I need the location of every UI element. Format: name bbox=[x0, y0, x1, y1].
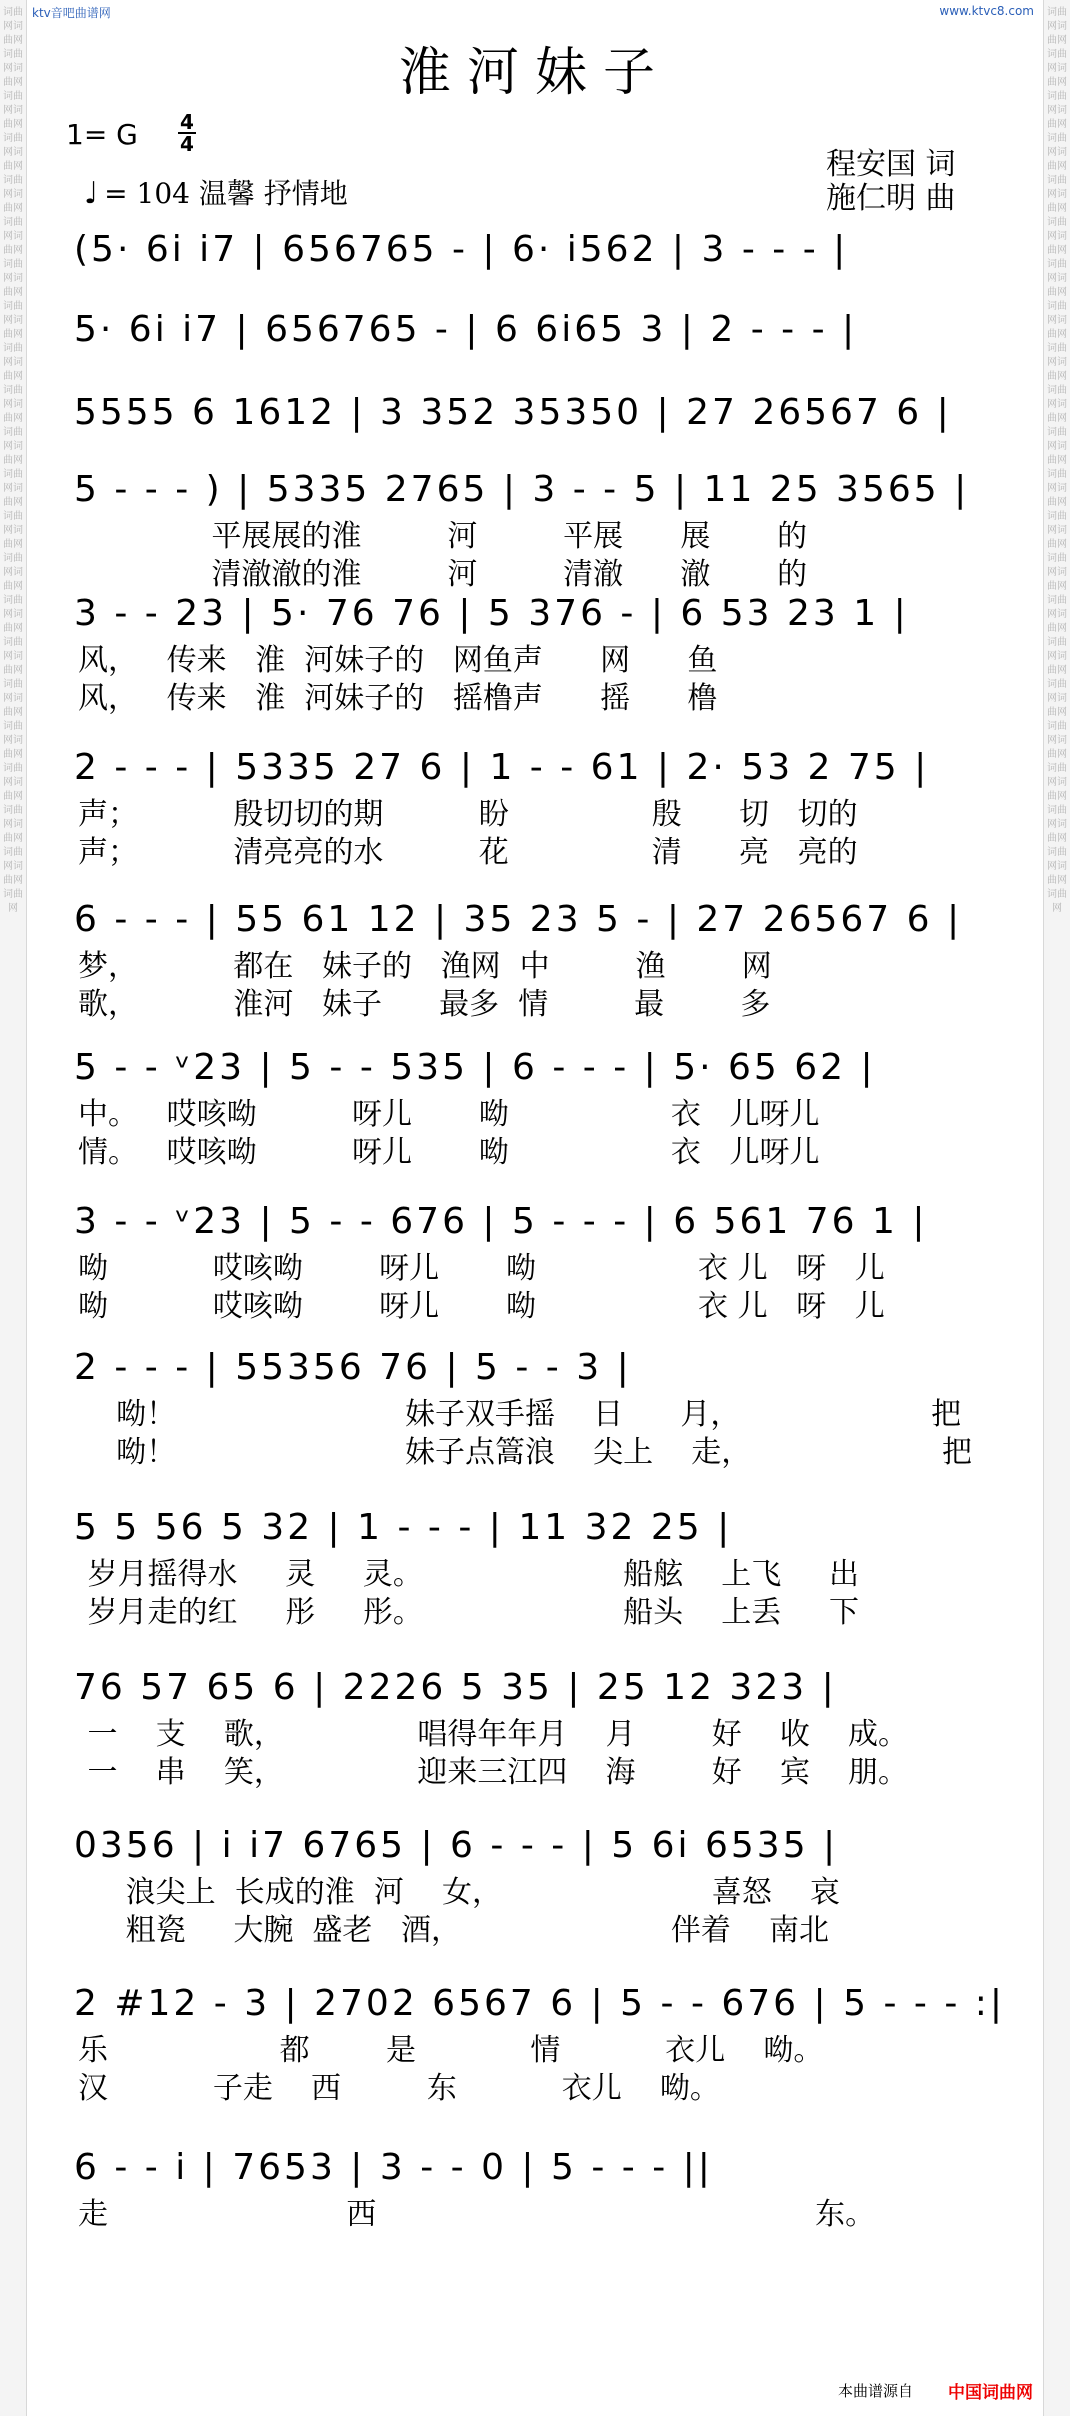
side-watermark-text: 词曲网词曲网词曲网词曲网词曲网词曲网词曲网词曲网词曲网词曲网词曲网词曲网词曲网词曲网词曲网词曲网词曲网词曲网词曲网词曲网词曲网词曲网词曲网词曲网词曲网词曲网词曲网词曲网词曲网词曲网词曲网词曲网词曲网词曲网词曲网词曲网词曲网词曲网词曲网词曲网词曲网词曲网词曲网 bbox=[1047, 7, 1067, 914]
time-signature bbox=[178, 112, 196, 154]
notation-line: 0356 | i i7 6765 | 6 - - - | 5 6i 6535 | bbox=[74, 1825, 839, 1866]
tempo-marking bbox=[84, 172, 348, 212]
lyric-line: 平展展的淮 河 平展 展 的 bbox=[78, 519, 808, 554]
notation-line: 6 - - - | 55 61 12 | 35 23 5 - | 27 26567 6 | bbox=[74, 899, 963, 940]
lyric-line: 情。 哎咳呦 呀儿 呦 衣 儿呀儿 bbox=[78, 1135, 820, 1170]
footer-brand[interactable]: 中国词曲网 bbox=[948, 2383, 1033, 2403]
time-signature-top: 4 bbox=[180, 110, 194, 134]
side-watermark-text: 词曲网词曲网词曲网词曲网词曲网词曲网词曲网词曲网词曲网词曲网词曲网词曲网词曲网词曲网词曲网词曲网词曲网词曲网词曲网词曲网词曲网词曲网词曲网词曲网词曲网词曲网词曲网词曲网词曲网词曲网词曲网词曲网词曲网词曲网词曲网词曲网词曲网词曲网词曲网词曲网词曲网词曲网词曲网 bbox=[3, 7, 23, 914]
lyric-line: 声； 殷切切的期 盼 殷 切 切的 bbox=[78, 797, 858, 832]
lyric-line: 风， 传来 淮 河妹子的 网鱼声 网 鱼 bbox=[78, 643, 718, 678]
notation-line: (5· 6i i7 | 656765 - | 6· i562 | 3 - - - | bbox=[74, 229, 849, 270]
notation-line: 2 - - - | 55356 76 | 5 - - 3 | bbox=[74, 1347, 632, 1388]
lyric-line: 走 西 东。 bbox=[78, 2197, 876, 2232]
lyric-line: 呦！ 妹子双手摇 日 月， 把 bbox=[78, 1397, 962, 1432]
staff-row bbox=[74, 1818, 1014, 1950]
lyric-line: 岁月摇得水 灵 灵。 船舷 上飞 出 bbox=[78, 1557, 859, 1592]
lyric-line: 中。 哎咳呦 呀儿 呦 衣 儿呀儿 bbox=[78, 1097, 820, 1132]
composer: 施仁明 曲 bbox=[826, 181, 956, 216]
lyric-line: 汉 子走 西 东 衣儿 呦。 bbox=[78, 2071, 720, 2106]
staff-row bbox=[74, 740, 1014, 872]
lyric-line: 一 串 笑， 迎来三江四 海 好 宾 朋。 bbox=[78, 1755, 909, 1790]
lyric-line: 风， 传来 淮 河妹子的 摇橹声 摇 橹 bbox=[78, 681, 718, 716]
staff-row bbox=[74, 1500, 1014, 1632]
notation-line: 2 - - - | 5335 27 6 | 1 - - 61 | 2· 53 2 75 | bbox=[74, 747, 930, 788]
staff-row bbox=[74, 1040, 1014, 1172]
lyric-line: 呦 哎咳呦 呀儿 呦 衣 儿 呀 儿 bbox=[78, 1251, 885, 1286]
lyric-line: 声； 清亮亮的水 花 清 亮 亮的 bbox=[78, 835, 858, 870]
staff-row bbox=[74, 385, 1014, 441]
notation-line: 2 #12 - 3 | 2702 6567 6 | 5 - - 676 | 5 - - - :| bbox=[74, 1983, 1006, 2024]
notation-line: 5 - - - ) | 5335 2765 | 3 - - 5 | 11 25 3565 | bbox=[74, 469, 970, 510]
lyric-line: 呦 哎咳呦 呀儿 呦 衣 儿 呀 儿 bbox=[78, 1289, 885, 1324]
lyric-line: 一 支 歌， 唱得年年月 月 好 收 成。 bbox=[78, 1717, 909, 1752]
staff-row bbox=[74, 462, 1014, 594]
notation-line: 3 - - 23 | 5· 76 76 | 5 376 - | 6 53 23 1 | bbox=[74, 593, 909, 634]
left-watermark-strip bbox=[0, 0, 27, 2416]
lyricist: 程安国 词 bbox=[826, 147, 956, 182]
staff-row bbox=[74, 1340, 1014, 1472]
tempo-text: = 104 温馨 抒情地 bbox=[104, 177, 348, 210]
notation-line: 5· 6i i7 | 656765 - | 6 6i65 3 | 2 - - - | bbox=[74, 309, 858, 350]
site-name: ktv音吧曲谱网 bbox=[32, 6, 111, 20]
time-signature-bottom: 4 bbox=[180, 132, 194, 156]
notation-line: 5555 6 1612 | 3 352 35350 | 27 26567 6 | bbox=[74, 392, 952, 433]
song-title: 淮河妹子 bbox=[398, 43, 671, 103]
staff-row bbox=[74, 2140, 1014, 2234]
lyric-line: 粗瓷 大腕 盛老 酒， 伴着 南北 bbox=[78, 1913, 829, 1948]
lyric-line: 乐 都 是 情 衣儿 呦。 bbox=[78, 2033, 824, 2068]
staff-row bbox=[74, 1660, 1014, 1792]
notation-line: 5 5 56 5 32 | 1 - - - | 11 32 25 | bbox=[74, 1507, 733, 1548]
lyric-line: 清澈澈的淮 河 清澈 澈 的 bbox=[78, 557, 808, 592]
notation-line: 5 - - ᵛ23 | 5 - - 535 | 6 - - - | 5· 65 62 | bbox=[74, 1047, 876, 1088]
staff-row bbox=[74, 1976, 1014, 2108]
credits bbox=[826, 148, 956, 216]
notation-line: 3 - - ᵛ23 | 5 - - 676 | 5 - - - | 6 561 76 1 | bbox=[74, 1201, 928, 1242]
notation-line: 76 57 65 6 | 2226 5 35 | 25 12 323 | bbox=[74, 1667, 837, 1708]
lyric-line: 梦， 都在 妹子的 渔网 中 渔 网 bbox=[78, 949, 772, 984]
footer-source: 本曲谱源自 bbox=[838, 2382, 914, 2400]
lyric-line: 岁月走的红 彤 彤。 船头 上丢 下 bbox=[78, 1595, 859, 1630]
site-url[interactable]: www.ktvc8.com bbox=[939, 4, 1034, 18]
lyric-line: 歌， 淮河 妹子 最多 情 最 多 bbox=[78, 987, 771, 1022]
staff-row bbox=[74, 892, 1014, 1024]
staff-row bbox=[74, 1194, 1014, 1326]
lyric-line: 浪尖上 长成的淮 河 女， 喜怒 哀 bbox=[78, 1875, 840, 1910]
staff-row bbox=[74, 222, 1014, 278]
right-watermark-strip bbox=[1043, 0, 1070, 2416]
staff-row bbox=[74, 586, 1014, 718]
lyric-line: 呦！ 妹子点篙浪 尖上 走， 把 bbox=[78, 1435, 973, 1470]
key-signature: 1= G bbox=[66, 118, 138, 151]
quarter-note-icon: ♩ bbox=[84, 176, 99, 211]
staff-row bbox=[74, 302, 1014, 358]
notation-line: 6 - - i | 7653 | 3 - - 0 | 5 - - - || bbox=[74, 2147, 713, 2188]
